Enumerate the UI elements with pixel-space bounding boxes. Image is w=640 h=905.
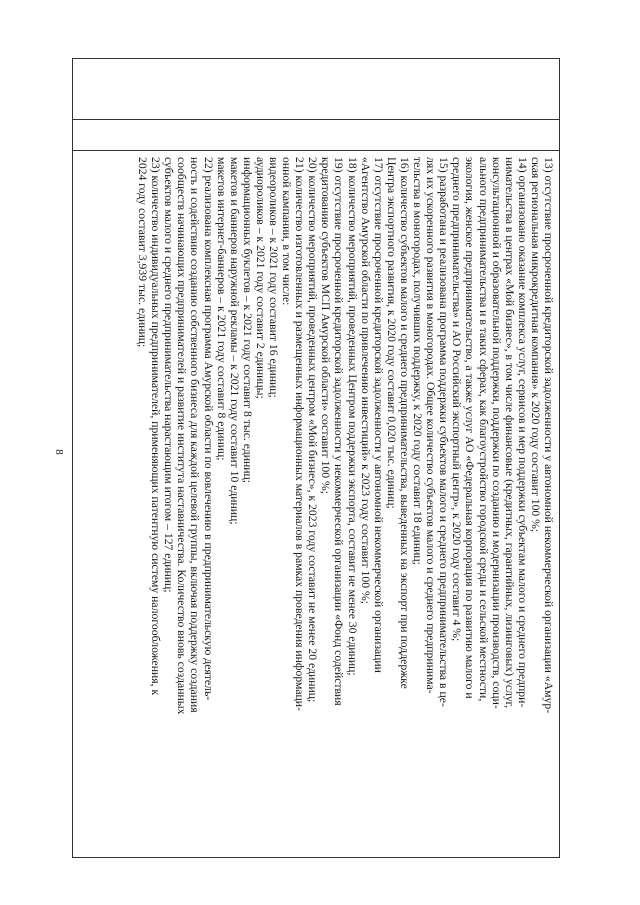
- text-line: кредитованию субъектов МСП Амурской области» составит 100 %;: [319, 157, 333, 495]
- text-line: консультационной и образовательной поддержки, поддержки по созданию и модернизации производств, соци-: [489, 157, 503, 709]
- document-table: [72, 58, 560, 858]
- rotated-page-content: [72, 58, 560, 858]
- text-line: 14) организовано оказание комплекса услуг, сервисов и мер поддержки субъектам малого и среднего предпри-: [515, 157, 529, 708]
- text-line: «Агентство Амурской области по привлечению инвестиций» к 2023 году составит 100 %;: [358, 157, 372, 604]
- text-line: 23) количество индивидуальных предпринимателей, применяющих патентную систему налогообложения, к: [149, 157, 163, 696]
- text-line: 13) отсутствие просроченной кредиторской задолженности у автономной некоммерческой организации «Амур-: [542, 157, 555, 714]
- table-column-empty-1: [73, 59, 559, 120]
- text-line: макетов и баннеров наружной рекламы – к 2021 году составит 10 единиц;: [227, 157, 241, 525]
- text-line: онной кампании, в том числе:: [280, 157, 294, 306]
- text-line: 18) количество мероприятий, проведенных Центром поддержки экспорта, составит не менее 30 единиц;: [345, 157, 359, 676]
- text-line: ального предпринимательства и в таких сферах, как благоустройство городской среды и сельской местности,: [476, 157, 490, 702]
- text-line: 15) разработана и реализована программа поддержки субъектов малого и среднего предпринимательства в це-: [437, 157, 451, 707]
- text-line: макетов интернет-баннеров – к 2021 году составит 8 единиц;: [214, 157, 228, 461]
- page-number: 8: [52, 449, 65, 455]
- text-line: нимательства в центрах «Мой бизнес», в том числе финансовые (кредитных, гарантийных, лизинговых) услуг,: [502, 157, 516, 709]
- text-line: ская региональная микрокредитная компания» к 2020 году составит 100 %;: [528, 157, 542, 533]
- text-line: Центра экспортного развития, к 2020 году составит 0,020 тыс. единиц;: [384, 157, 398, 509]
- text-line: аудиороликов – к 2021 году составит 2 единицы;: [253, 157, 267, 399]
- text-line: 20) количество мероприятий, проведенных центром «Мой бизнес», к 2023 году составит не менее 20 единиц;: [306, 157, 320, 703]
- text-line: информационных буклетов – к 2021 году составит 8 тыс. единиц;: [240, 157, 254, 483]
- text-line: 16) количество субъектов малого и среднего предпринимательства, выведенных на экспорт при поддержке: [397, 157, 411, 689]
- table-column-text: [73, 151, 559, 857]
- text-line: тельства в моногородах, получивших поддержку, к 2020 году составит 18 единиц;: [411, 157, 425, 565]
- text-line: ность и содействию созданию собственного бизнеса для каждой целевой группы, включая поддержку создания: [188, 157, 202, 713]
- text-line: 21) количество изготовленных и размещенных информационных материалов в рамках проведения информаци-: [293, 157, 307, 711]
- text-line: экология, женское предпринимательство, а также услуг АО «Федеральная корпорация по развитию малого и: [463, 157, 477, 699]
- text-line: сообществ начинающих предпринимателей и развитие института наставничества. Количество вновь созданных: [175, 157, 189, 715]
- text-line: 19) отсутствие просроченной кредиторской задолженности у некоммерческой организации «Фонд содействия: [332, 157, 346, 706]
- text-line: среднего предпринимательства» и АО Российский экспортный центр», к 2020 году составит 4 %;: [450, 157, 464, 642]
- text-line: субъектов малого и среднего предпринимательства нарастающим итогом – 127 единиц;: [162, 157, 176, 593]
- text-line: видеороликов – к 2021 году составит 16 единиц;: [267, 157, 281, 398]
- text-line: 2024 году составит 3,939 тыс. единиц;: [136, 157, 150, 348]
- table-column-empty-2: [73, 120, 559, 151]
- text-line: лях их ускоренного развития в моногородах. Общее количество субъектов малого и среднего предпринима-: [424, 157, 438, 694]
- text-line: 17) отсутствие просроченной кредиторской задолженности у автономной некоммерческой организации: [371, 157, 385, 673]
- text-line: 22) реализована комплексная программа Амурской области по вовлечению в предпринимательскую деятель-: [201, 157, 215, 701]
